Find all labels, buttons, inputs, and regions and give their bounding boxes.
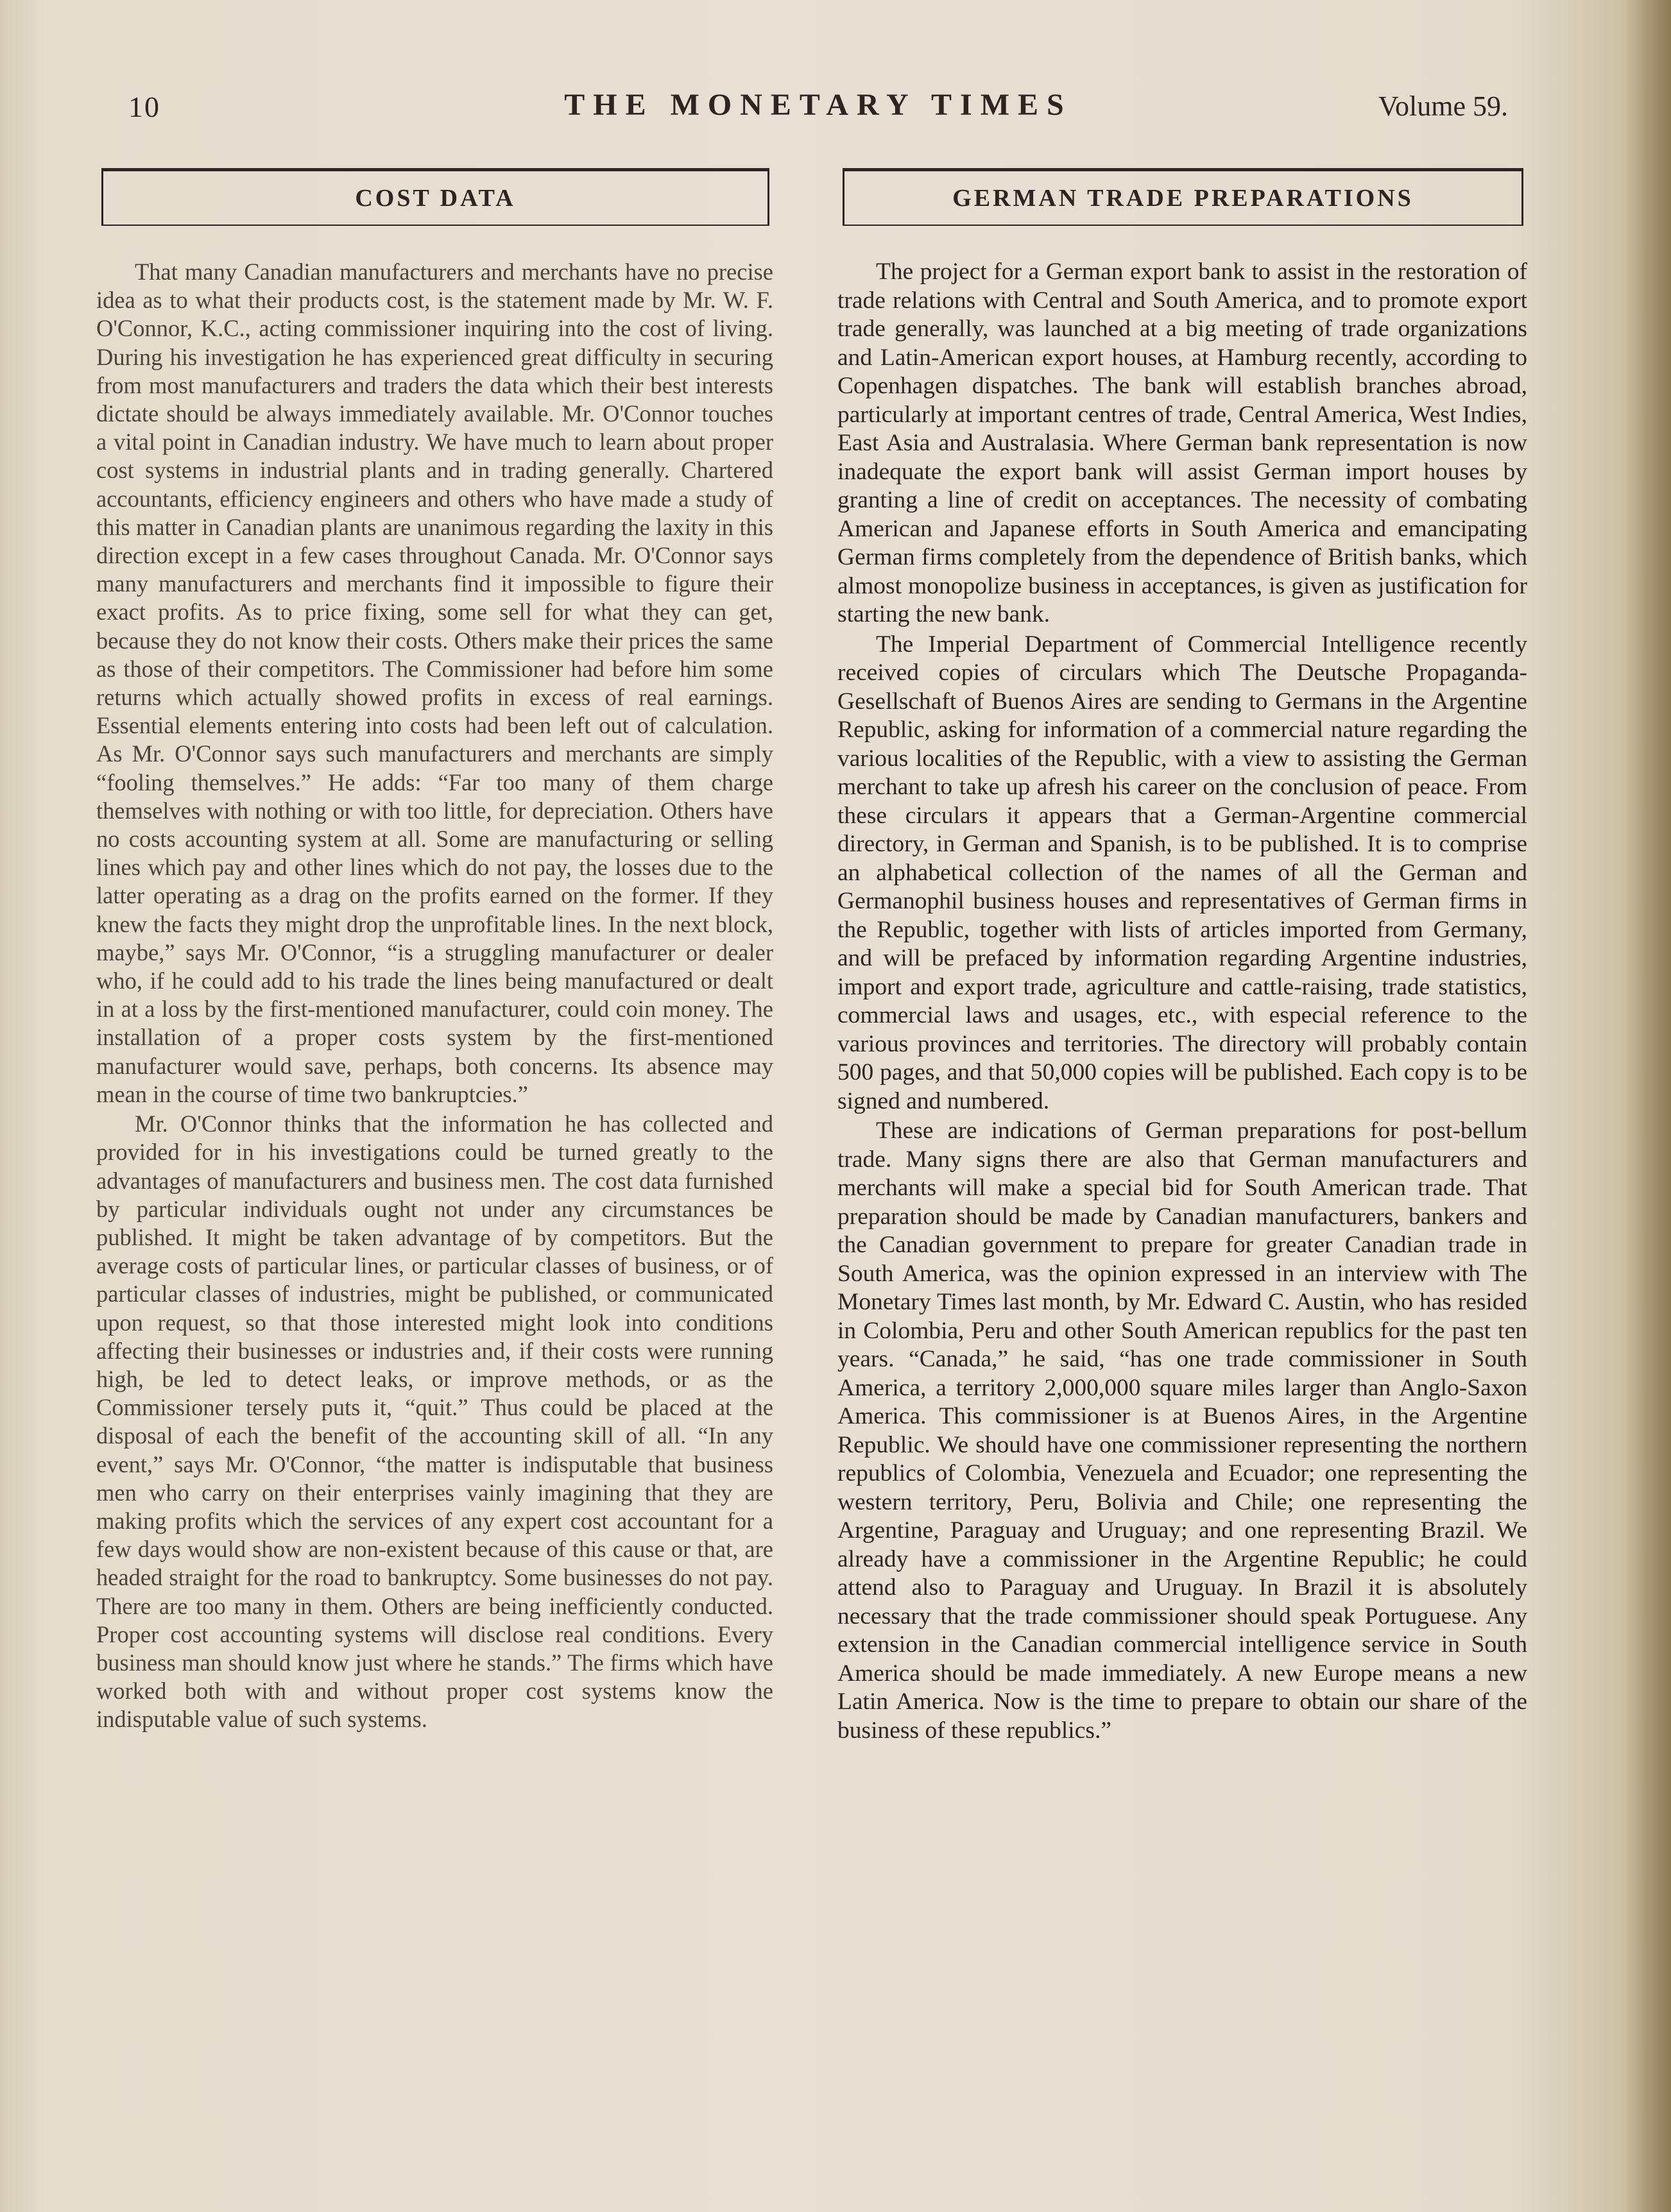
article-paragraph: That many Canadian manufacturers and merchants have no precise idea as to what their products cost, is the statement made by Mr. W. F. O'Connor, K.C., acting commissioner inquiring into the cost of living. During his investigation he has experienced great difficulty in securing from most manufacturers and traders the data which their best interests dictate should be always immediately available. Mr. O'Connor touches a vital point in Canadian industry. We have much to learn about proper cost systems in industrial plants and in trading generally. Chartered accountants, efficiency engineers and others who have made a study of this matter in Canadian plants are unanimous regarding the laxity in this direction except in a few cases throughout Canada. Mr. O'Connor says many manufacturers and merchants find it impossible to figure their exact profits. As to price fixing, some sell for what they can get, because they do not know their costs. Others make their prices the same as those of their competitors. The Commissioner had before him some returns which actually showed profits in excess of real earnings. Essential elements entering into costs had been left out of calculation. As Mr. O'Connor says such manufacturers and merchants are simply “fooling themselves.” He adds: “Far too many of them charge themselves with nothing or with too little, for depreciation. Others have no costs accounting system at all. Some are manufacturing or selling lines which pay and other lines which do not pay, the losses due to the latter operating as a drag on the profits earned on the former. If they knew the facts they might drop the unprofitable lines. In the next block, maybe,” says Mr. O'Connor, “is a struggling manufacturer or dealer who, if he could add to his trade the lines being manufactured or dealt in at a loss by the first-mentioned manufacturer, could coin money. The installation of a proper costs system by the first-mentioned manufacturer would save, perhaps, both concerns. Its absence may mean in the course of time two bankruptcies.” bbox=[96, 259, 773, 1107]
article-paragraph: The project for a German export bank to assist in the restoration of trade relations with Central and South America, and to promote export trade generally, was launched at a big meeting of trade organizations and Latin-American export houses, at Hamburg recently, according to Copenhagen dispatches. The bank will establish branches abroad, particularly at important centres of trade, Central America, West Indies, East Asia and Australasia. Where German bank representation is now inadequate the export bank will assist German import houses by granting a line of credit on acceptances. The necessity of combating American and Japanese efforts in South America and emancipating German firms completely from the dependence of British banks, which almost monopolize business in acceptances, is given as justification for starting the new bank. bbox=[837, 259, 1527, 627]
article-paragraph: The Imperial Department of Commercial Intelligence recently received copies of circulars which The Deutsche Propaganda-Gesellschaft of Buenos Aires are sending to Germans in the Argentine Republic, asking for information of a commercial nature regarding the various localities of the Republic, with a view to assisting the German merchant to take up afresh his career on the conclusion of peace. From these circulars it appears that a German-Argentine commercial directory, in German and Spanish, is to be published. It is to comprise an alphabetical collection of the names of all the German and Germanophil business houses and representatives of German firms in the Republic, together with lists of articles imported from Germany, and will be prefaced by information regarding Argentine industries, import and export trade, agriculture and cattle-raising, trade statistics, commercial laws and usages, etc., with especial reference to the various provinces and territories. The directory will probably contain 500 pages, and that 50,000 copies will be published. Each copy is to be signed and numbered. bbox=[837, 631, 1527, 1114]
page-number: 10 bbox=[128, 90, 160, 123]
cost-data-article bbox=[96, 168, 773, 1734]
article-body bbox=[837, 258, 1527, 1745]
volume-label: Volume 59. bbox=[1378, 90, 1508, 122]
article-body bbox=[96, 258, 773, 1734]
running-title: THE MONETARY TIMES bbox=[564, 88, 1072, 122]
german-trade-article bbox=[837, 168, 1527, 1745]
article-heading: COST DATA bbox=[101, 168, 769, 226]
article-paragraph: Mr. O'Connor thinks that the information he has collected and provided for in his investigations could be turned greatly to the advantages of manufacturers and business men. The cost data furnished by particular individuals ought not under any circumstances be published. It might be taken advantage of by competitors. But the average costs of particular lines, or particular classes of business, or of particular classes of industries, might be published, or communicated upon request, so that those interested might look into conditions affecting their businesses or industries and, if their costs were running high, be led to detect leaks, or improve methods, or as the Commissioner tersely puts it, “quit.” Thus could be placed at the disposal of each the benefit of the accounting skill of all. “In any event,” says Mr. O'Connor, “the matter is indisputable that business men who carry on their enterprises vainly imagining that they are making profits which the services of any expert cost accountant for a few days would show are non-existent because of this cause or that, are headed straight for the road to bankruptcy. Some businesses do not pay. There are too many in them. Others are being inefficiently conducted. Proper cost accounting systems will disclose real conditions. Every business man should know just where he stands.” The firms which have worked both with and without proper cost systems know the indisputable value of such systems. bbox=[96, 1110, 773, 1733]
book-spine-shadow bbox=[1626, 0, 1671, 2212]
page-header bbox=[128, 90, 1508, 128]
article-heading: GERMAN TRADE PREPARATIONS bbox=[843, 168, 1523, 226]
article-paragraph: These are indications of German preparations for post-bellum trade. Many signs there are also that German manufacturers and merchants will make a special bid for South American trade. That preparation should be made by Canadian manufacturers, bankers and the Canadian government to prepare for greater Canadian trade in South America, was the opinion expressed in an interview with The Monetary Times last month, by Mr. Edward C. Austin, who has resided in Colombia, Peru and other South American republics for the past ten years. “Canada,” he said, “has one trade commissioner in South America, a territory 2,000,000 square miles larger than Anglo-Saxon America. This commissioner is at Buenos Aires, in the Argentine Republic. We should have one commissioner representing the northern republics of Colombia, Venezuela and Ecuador; one representing the western territory, Peru, Bolivia and Chile; one representing the Argentine, Paraguay and Uruguay; and one representing Brazil. We already have a commissioner in the Argentine Republic; he could attend also to Paraguay and Uruguay. In Brazil it is absolutely necessary that the trade commissioner should speak Portuguese. Any extension in the Canadian commercial intelligence service in South America should be made immediately. A new Europe means a new Latin America. Now is the time to prepare to obtain our share of the business of these republics.” bbox=[837, 1118, 1527, 1744]
